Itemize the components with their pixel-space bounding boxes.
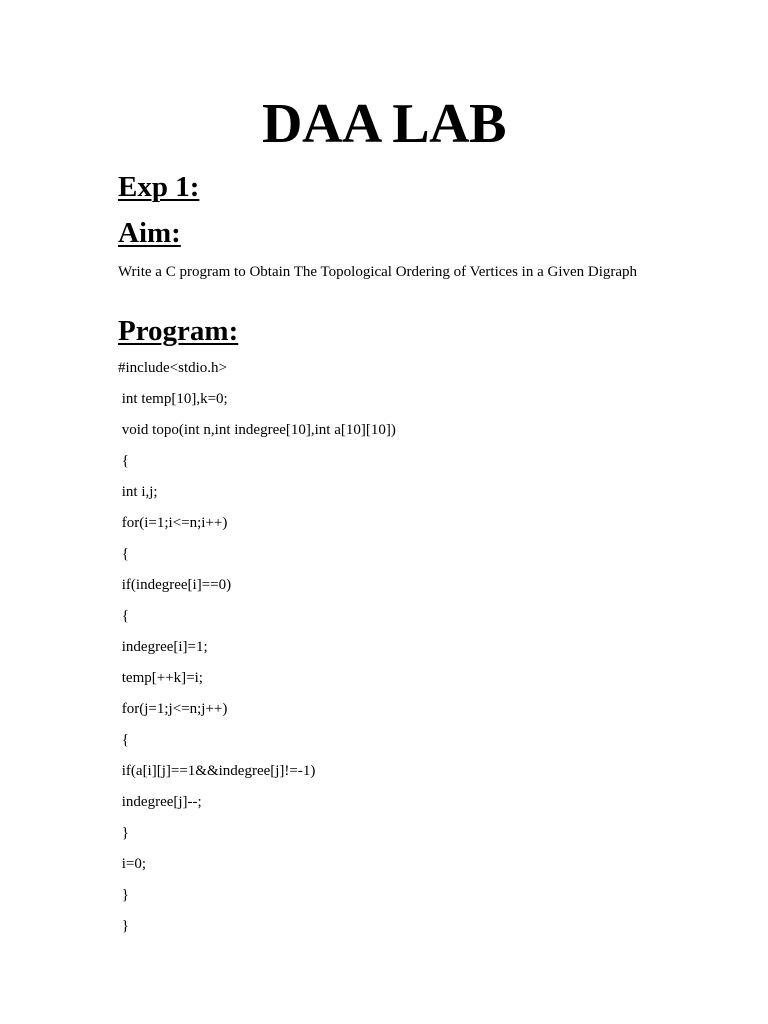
code-line: { (118, 546, 129, 562)
code-line: void topo(int n,int indegree[10],int a[10][10]) (118, 422, 396, 438)
code-line: } (118, 887, 129, 903)
code-line: indegree[i]=1; (118, 639, 208, 655)
code-line: indegree[j]--; (118, 794, 202, 810)
code-line: { (118, 453, 129, 469)
code-line: if(a[i][j]==1&&indegree[j]!=-1) (118, 763, 316, 779)
code-line: #include<stdio.h> (118, 360, 227, 376)
program-code (118, 357, 396, 946)
code-line: i=0; (118, 856, 147, 872)
code-line: if(indegree[i]==0) (118, 577, 232, 593)
code-line: for(j=1;j<=n;j++) (118, 701, 228, 717)
code-line: temp[++k]=i; (118, 670, 203, 686)
code-line: } (118, 918, 129, 934)
aim-text: Write a C program to Obtain The Topological Ordering of Vertices in a Given Digraph (118, 264, 638, 280)
code-line: for(i=1;i<=n;i++) (118, 515, 228, 531)
code-line: } (118, 825, 129, 841)
code-line: int i,j; (118, 484, 158, 500)
program-heading: Program: (118, 315, 239, 347)
code-line: { (118, 608, 129, 624)
aim-heading: Aim: (118, 217, 181, 249)
document-title: DAA LAB (262, 93, 506, 155)
code-line: { (118, 732, 129, 748)
experiment-heading: Exp 1: (118, 171, 200, 203)
code-line: int temp[10],k=0; (118, 391, 228, 407)
